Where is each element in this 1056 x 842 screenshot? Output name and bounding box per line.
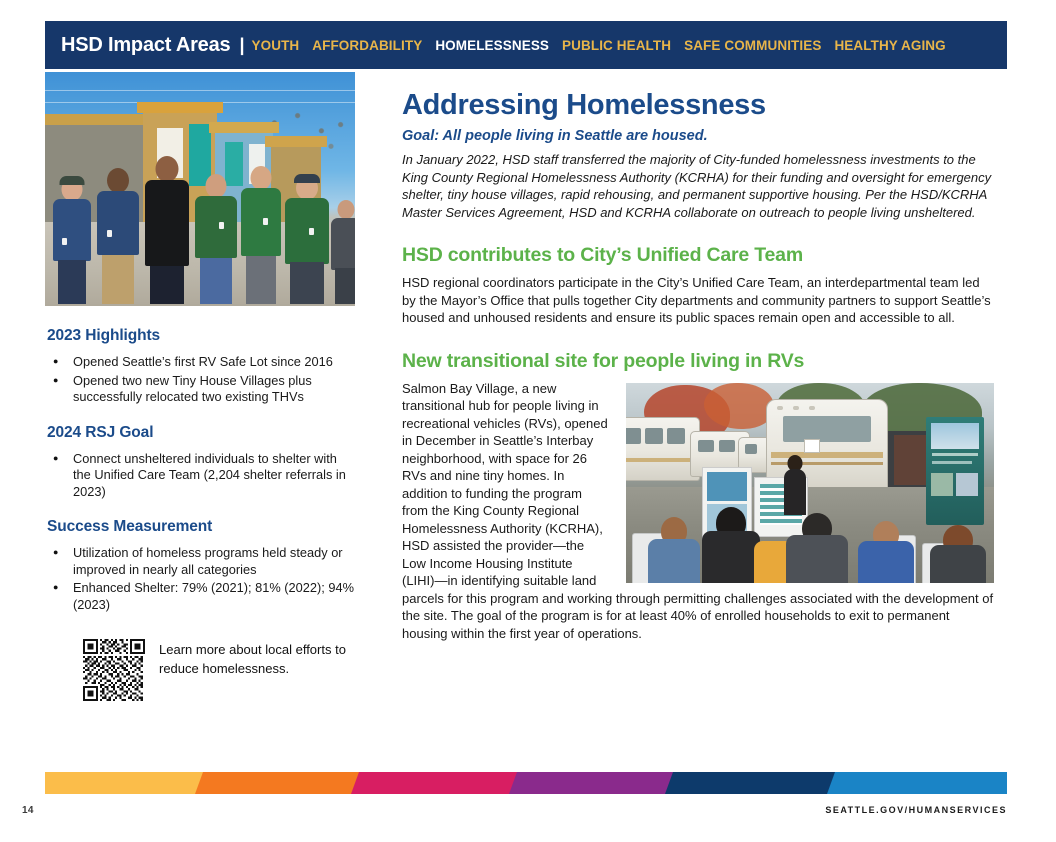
stripe-segment-purple <box>509 772 677 794</box>
photo-speaker <box>784 455 806 515</box>
qr-code-icon[interactable] <box>83 639 145 701</box>
section-heading-rv-site: New transitional site for people living in RVs <box>402 349 805 372</box>
section-body-rv-site: Salmon Bay Village, a new transitional hub for people living in recreational vehicles (RVs), opened in December in Seattle’s Interbay neighborhood, with space for 26 RVs and nine tiny homes. In addition to funding the program from the King County Regional Homelessness Authority (KCRHA), HSD assisted the provider—the Low Income Housing Institute (LIHI)—in identifying suitable land parcels for this program and working through permitting challenges associated with the development of the site. The goal of the program is for at least 40% of enrolled households to exit to permanent housing within the first year of operations. <box>402 380 994 641</box>
rsj-goal-heading: 2024 RSJ Goal <box>47 423 154 441</box>
list-item: ● Opened two new Tiny House Villages plus successfully relocated two existing THVs <box>47 373 355 406</box>
photo-person <box>97 168 139 304</box>
nav-item-youth[interactable]: YOUTH <box>251 37 300 53</box>
photo-audience-member <box>858 521 914 583</box>
stripe-segment-yellow <box>45 772 207 794</box>
nav-item-safe-communities[interactable]: SAFE COMMUNITIES <box>684 37 822 53</box>
photo-person <box>285 176 329 304</box>
list-item: ● Connect unsheltered individuals to shelter with the Unified Care Team (2,204 shelter referrals in 2023) <box>47 451 355 501</box>
photo-audience-member <box>648 517 700 583</box>
stripe-segment-orange <box>195 772 363 794</box>
nav-item-healthy-aging[interactable]: HEALTHY AGING <box>834 37 946 53</box>
qr-learn-more-block[interactable] <box>83 639 355 701</box>
header-divider: | <box>239 34 245 55</box>
footer-url: SEATTLE.GOV/HUMANSERVICES <box>825 805 1007 815</box>
photo-person <box>145 156 189 304</box>
highlights-list <box>47 354 355 406</box>
photo-audience-member <box>702 507 760 583</box>
nav-item-affordability[interactable]: AFFORDABILITY <box>312 37 423 53</box>
event-banner <box>926 417 984 525</box>
photo-audience-member <box>786 513 848 583</box>
photo-person <box>241 166 281 304</box>
right-column <box>402 88 994 642</box>
list-item: ● Opened Seattle’s first RV Safe Lot since 2016 <box>47 354 355 371</box>
goal-statement: Goal: All people living in Seattle are housed. <box>402 128 708 144</box>
photo-person <box>331 200 355 304</box>
rsj-goal-list <box>47 451 355 501</box>
photo-person <box>53 178 91 304</box>
nav-item-homelessness[interactable]: HOMELESSNESS <box>435 37 550 53</box>
photo-person <box>195 174 237 304</box>
photo-audience-member <box>930 525 986 583</box>
section-body-unified-care-team: HSD regional coordinators participate in the City’s Unified Care Team, an interdepartmental team led by the Mayor’s Office that pulls together City departments and community partners to support Seattle’s housed and unhoused residents and ensure its public spaces remain open and accessible to all. <box>402 275 991 325</box>
success-measurement-heading: Success Measurement <box>47 518 213 535</box>
salmon-bay-village-photo <box>626 383 994 583</box>
impact-areas-header-bar <box>45 21 1007 69</box>
left-column <box>45 72 355 701</box>
nav-item-public-health[interactable]: PUBLIC HEALTH <box>562 37 672 53</box>
stripe-segment-pink <box>351 772 521 794</box>
page-number: 14 <box>22 805 34 816</box>
list-item: ● Utilization of homeless programs held steady or improved in nearly all categories <box>47 545 355 578</box>
section-heading-unified-care-team: HSD contributes to City’s Unified Care Team <box>402 244 803 266</box>
header-title: HSD Impact Areas <box>61 33 231 56</box>
list-item: ● Enhanced Shelter: 79% (2021); 81% (2022); 94% (2023) <box>47 580 355 613</box>
tiny-house-village-photo <box>45 72 355 306</box>
page-title: Addressing Homelessness <box>402 89 766 121</box>
success-measurement-list <box>47 545 355 613</box>
qr-learn-more-text: Learn more about local efforts to reduce homelessness. <box>159 642 346 676</box>
stripe-segment-navy <box>665 772 839 794</box>
highlights-heading: 2023 Highlights <box>47 327 161 344</box>
intro-paragraph: In January 2022, HSD staff transferred the majority of City-funded homelessness investments to the King County Regional Homelessness Authority (KCRHA) for their funding and oversight for emergency shelter, tiny house villages, rapid rehousing, and permanent supportive housing. Per the HSD/KCRHA Master Services Agreement, HSD and KCRHA collaborate on outreach to people living unsheltered. <box>402 152 992 220</box>
section-rv <box>402 350 994 643</box>
footer-color-stripe <box>45 772 1007 794</box>
stripe-segment-blue <box>827 772 1007 794</box>
